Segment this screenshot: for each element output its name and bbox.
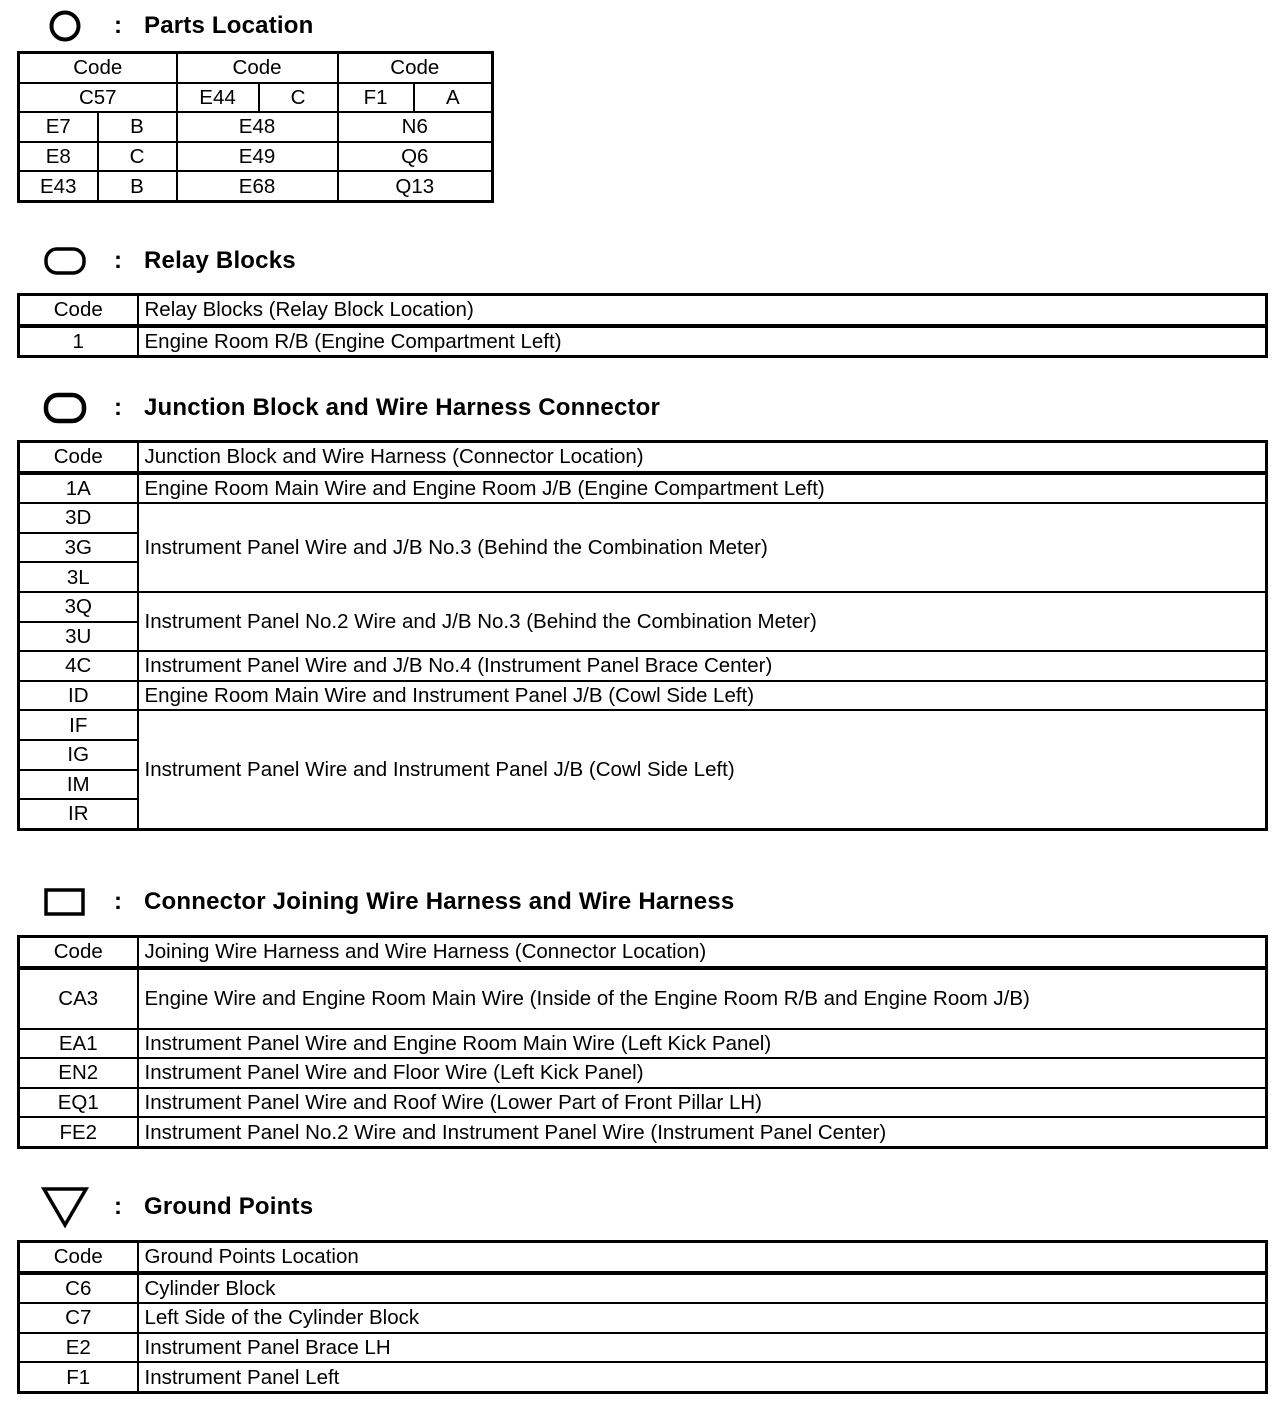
table-row	[19, 83, 493, 113]
desc-cell: Instrument Panel Wire and J/B No.4 (Instrument Panel Brace Center)	[138, 651, 1267, 681]
header-desc-cell: Relay Blocks (Relay Block Location)	[138, 295, 1267, 326]
code-cell: EN2	[19, 1058, 138, 1088]
code-cell: C	[259, 83, 338, 113]
code-cell: C	[98, 142, 177, 172]
triangle-down-icon	[40, 1187, 90, 1227]
code-cell: 1	[19, 326, 138, 357]
table-row	[19, 503, 1267, 533]
square-icon	[40, 882, 90, 922]
table-header-row	[19, 937, 1267, 968]
code-cell: E43	[19, 171, 98, 201]
desc-cell: Instrument Panel Wire and J/B No.3 (Behind the Combination Meter)	[138, 503, 1267, 592]
code-cell: Q6	[338, 142, 493, 172]
code-cell: Q13	[338, 171, 493, 201]
code-cell: ID	[19, 681, 138, 711]
code-cell: C7	[19, 1303, 138, 1333]
code-cell: 3Q	[19, 592, 138, 622]
desc-cell: Instrument Panel Wire and Engine Room Main Wire (Left Kick Panel)	[138, 1029, 1267, 1059]
desc-cell: Instrument Panel Brace LH	[138, 1333, 1267, 1363]
rounded-rect-bold-icon	[40, 388, 90, 428]
relay-blocks-heading	[40, 241, 296, 281]
desc-cell: Engine Wire and Engine Room Main Wire (Inside of the Engine Room R/B and Engine Room J/B)	[138, 968, 1267, 1029]
relay-blocks-title: Relay Blocks	[144, 247, 296, 274]
code-cell: E49	[177, 142, 338, 172]
code-cell: 3U	[19, 622, 138, 652]
code-cell: A	[414, 83, 493, 113]
desc-cell: Instrument Panel Wire and Roof Wire (Lower Part of Front Pillar LH)	[138, 1088, 1267, 1118]
code-cell: IG	[19, 740, 138, 770]
desc-cell: Instrument Panel Left	[138, 1362, 1267, 1392]
code-cell: F1	[19, 1362, 138, 1392]
relay-colon: :	[114, 247, 122, 274]
junction-block-table	[17, 440, 1268, 831]
parts-location-title: Parts Location	[144, 12, 314, 39]
table-row	[19, 171, 493, 201]
table-row	[19, 968, 1267, 1029]
code-cell: N6	[338, 112, 493, 142]
code-cell: 1A	[19, 473, 138, 504]
parts-location-table	[17, 51, 494, 203]
table-row	[19, 1088, 1267, 1118]
desc-cell: Engine Room Main Wire and Instrument Panel J/B (Cowl Side Left)	[138, 681, 1267, 711]
table-row	[19, 1117, 1267, 1147]
table-row	[19, 681, 1267, 711]
desc-cell: Instrument Panel No.2 Wire and Instrument Panel Wire (Instrument Panel Center)	[138, 1117, 1267, 1147]
code-cell: E7	[19, 112, 98, 142]
table-row	[19, 592, 1267, 622]
code-cell: 4C	[19, 651, 138, 681]
code-cell: EQ1	[19, 1088, 138, 1118]
table-row	[19, 1029, 1267, 1059]
desc-cell: Cylinder Block	[138, 1273, 1267, 1304]
table-row	[19, 1273, 1267, 1304]
junction-colon: :	[114, 394, 122, 421]
parts-colon: :	[114, 12, 122, 39]
table-header-row	[19, 442, 1267, 473]
header-cell: Code	[338, 53, 493, 83]
table-header-row	[19, 53, 493, 83]
table-row	[19, 326, 1267, 357]
code-cell: B	[98, 112, 177, 142]
table-row	[19, 473, 1267, 504]
header-cell: Code	[19, 53, 177, 83]
table-row	[19, 142, 493, 172]
code-cell: B	[98, 171, 177, 201]
code-cell: IR	[19, 799, 138, 829]
desc-cell: Instrument Panel Wire and Floor Wire (Left Kick Panel)	[138, 1058, 1267, 1088]
parts-location-heading	[40, 6, 314, 46]
table-row	[19, 1303, 1267, 1333]
table-row	[19, 710, 1267, 740]
code-cell: E2	[19, 1333, 138, 1363]
header-desc-cell: Ground Points Location	[138, 1242, 1267, 1273]
code-cell: E8	[19, 142, 98, 172]
code-cell: IF	[19, 710, 138, 740]
code-cell: E68	[177, 171, 338, 201]
code-cell: EA1	[19, 1029, 138, 1059]
code-cell: IM	[19, 770, 138, 800]
relay-blocks-table	[17, 293, 1268, 358]
code-cell: 3D	[19, 503, 138, 533]
junction-block-title: Junction Block and Wire Harness Connector	[144, 394, 661, 421]
ground-points-title: Ground Points	[144, 1193, 314, 1220]
circle-icon	[40, 6, 90, 46]
table-header-row	[19, 295, 1267, 326]
desc-cell: Instrument Panel Wire and Instrument Panel J/B (Cowl Side Left)	[138, 710, 1267, 829]
table-row	[19, 112, 493, 142]
rounded-rect-icon	[40, 241, 90, 281]
header-cell: Code	[177, 53, 338, 83]
code-cell: C6	[19, 1273, 138, 1304]
connector-joining-table	[17, 935, 1268, 1149]
code-cell: CA3	[19, 968, 138, 1029]
header-desc-cell: Joining Wire Harness and Wire Harness (Connector Location)	[138, 937, 1267, 968]
table-row	[19, 651, 1267, 681]
code-cell: F1	[338, 83, 414, 113]
code-cell: 3L	[19, 562, 138, 592]
header-code-cell: Code	[19, 295, 138, 326]
table-header-row	[19, 1242, 1267, 1273]
header-code-cell: Code	[19, 937, 138, 968]
code-cell: 3G	[19, 533, 138, 563]
code-cell: FE2	[19, 1117, 138, 1147]
junction-block-heading	[40, 388, 660, 428]
table-row	[19, 1058, 1267, 1088]
header-code-cell: Code	[19, 1242, 138, 1273]
connector-colon: :	[114, 888, 122, 915]
header-desc-cell: Junction Block and Wire Harness (Connector Location)	[138, 442, 1267, 473]
code-cell: E44	[177, 83, 259, 113]
ground-points-table	[17, 1240, 1268, 1394]
code-cell: E48	[177, 112, 338, 142]
table-row	[19, 1333, 1267, 1363]
desc-cell: Left Side of the Cylinder Block	[138, 1303, 1267, 1333]
connector-joining-title: Connector Joining Wire Harness and Wire Harness	[144, 888, 735, 915]
code-cell: C57	[19, 83, 177, 113]
ground-colon: :	[114, 1193, 122, 1220]
connector-joining-heading	[40, 882, 734, 922]
desc-cell: Engine Room Main Wire and Engine Room J/B (Engine Compartment Left)	[138, 473, 1267, 504]
ground-points-heading	[40, 1187, 313, 1227]
desc-cell: Engine Room R/B (Engine Compartment Left)	[138, 326, 1267, 357]
header-code-cell: Code	[19, 442, 138, 473]
table-row	[19, 1362, 1267, 1392]
desc-cell: Instrument Panel No.2 Wire and J/B No.3 (Behind the Combination Meter)	[138, 592, 1267, 651]
